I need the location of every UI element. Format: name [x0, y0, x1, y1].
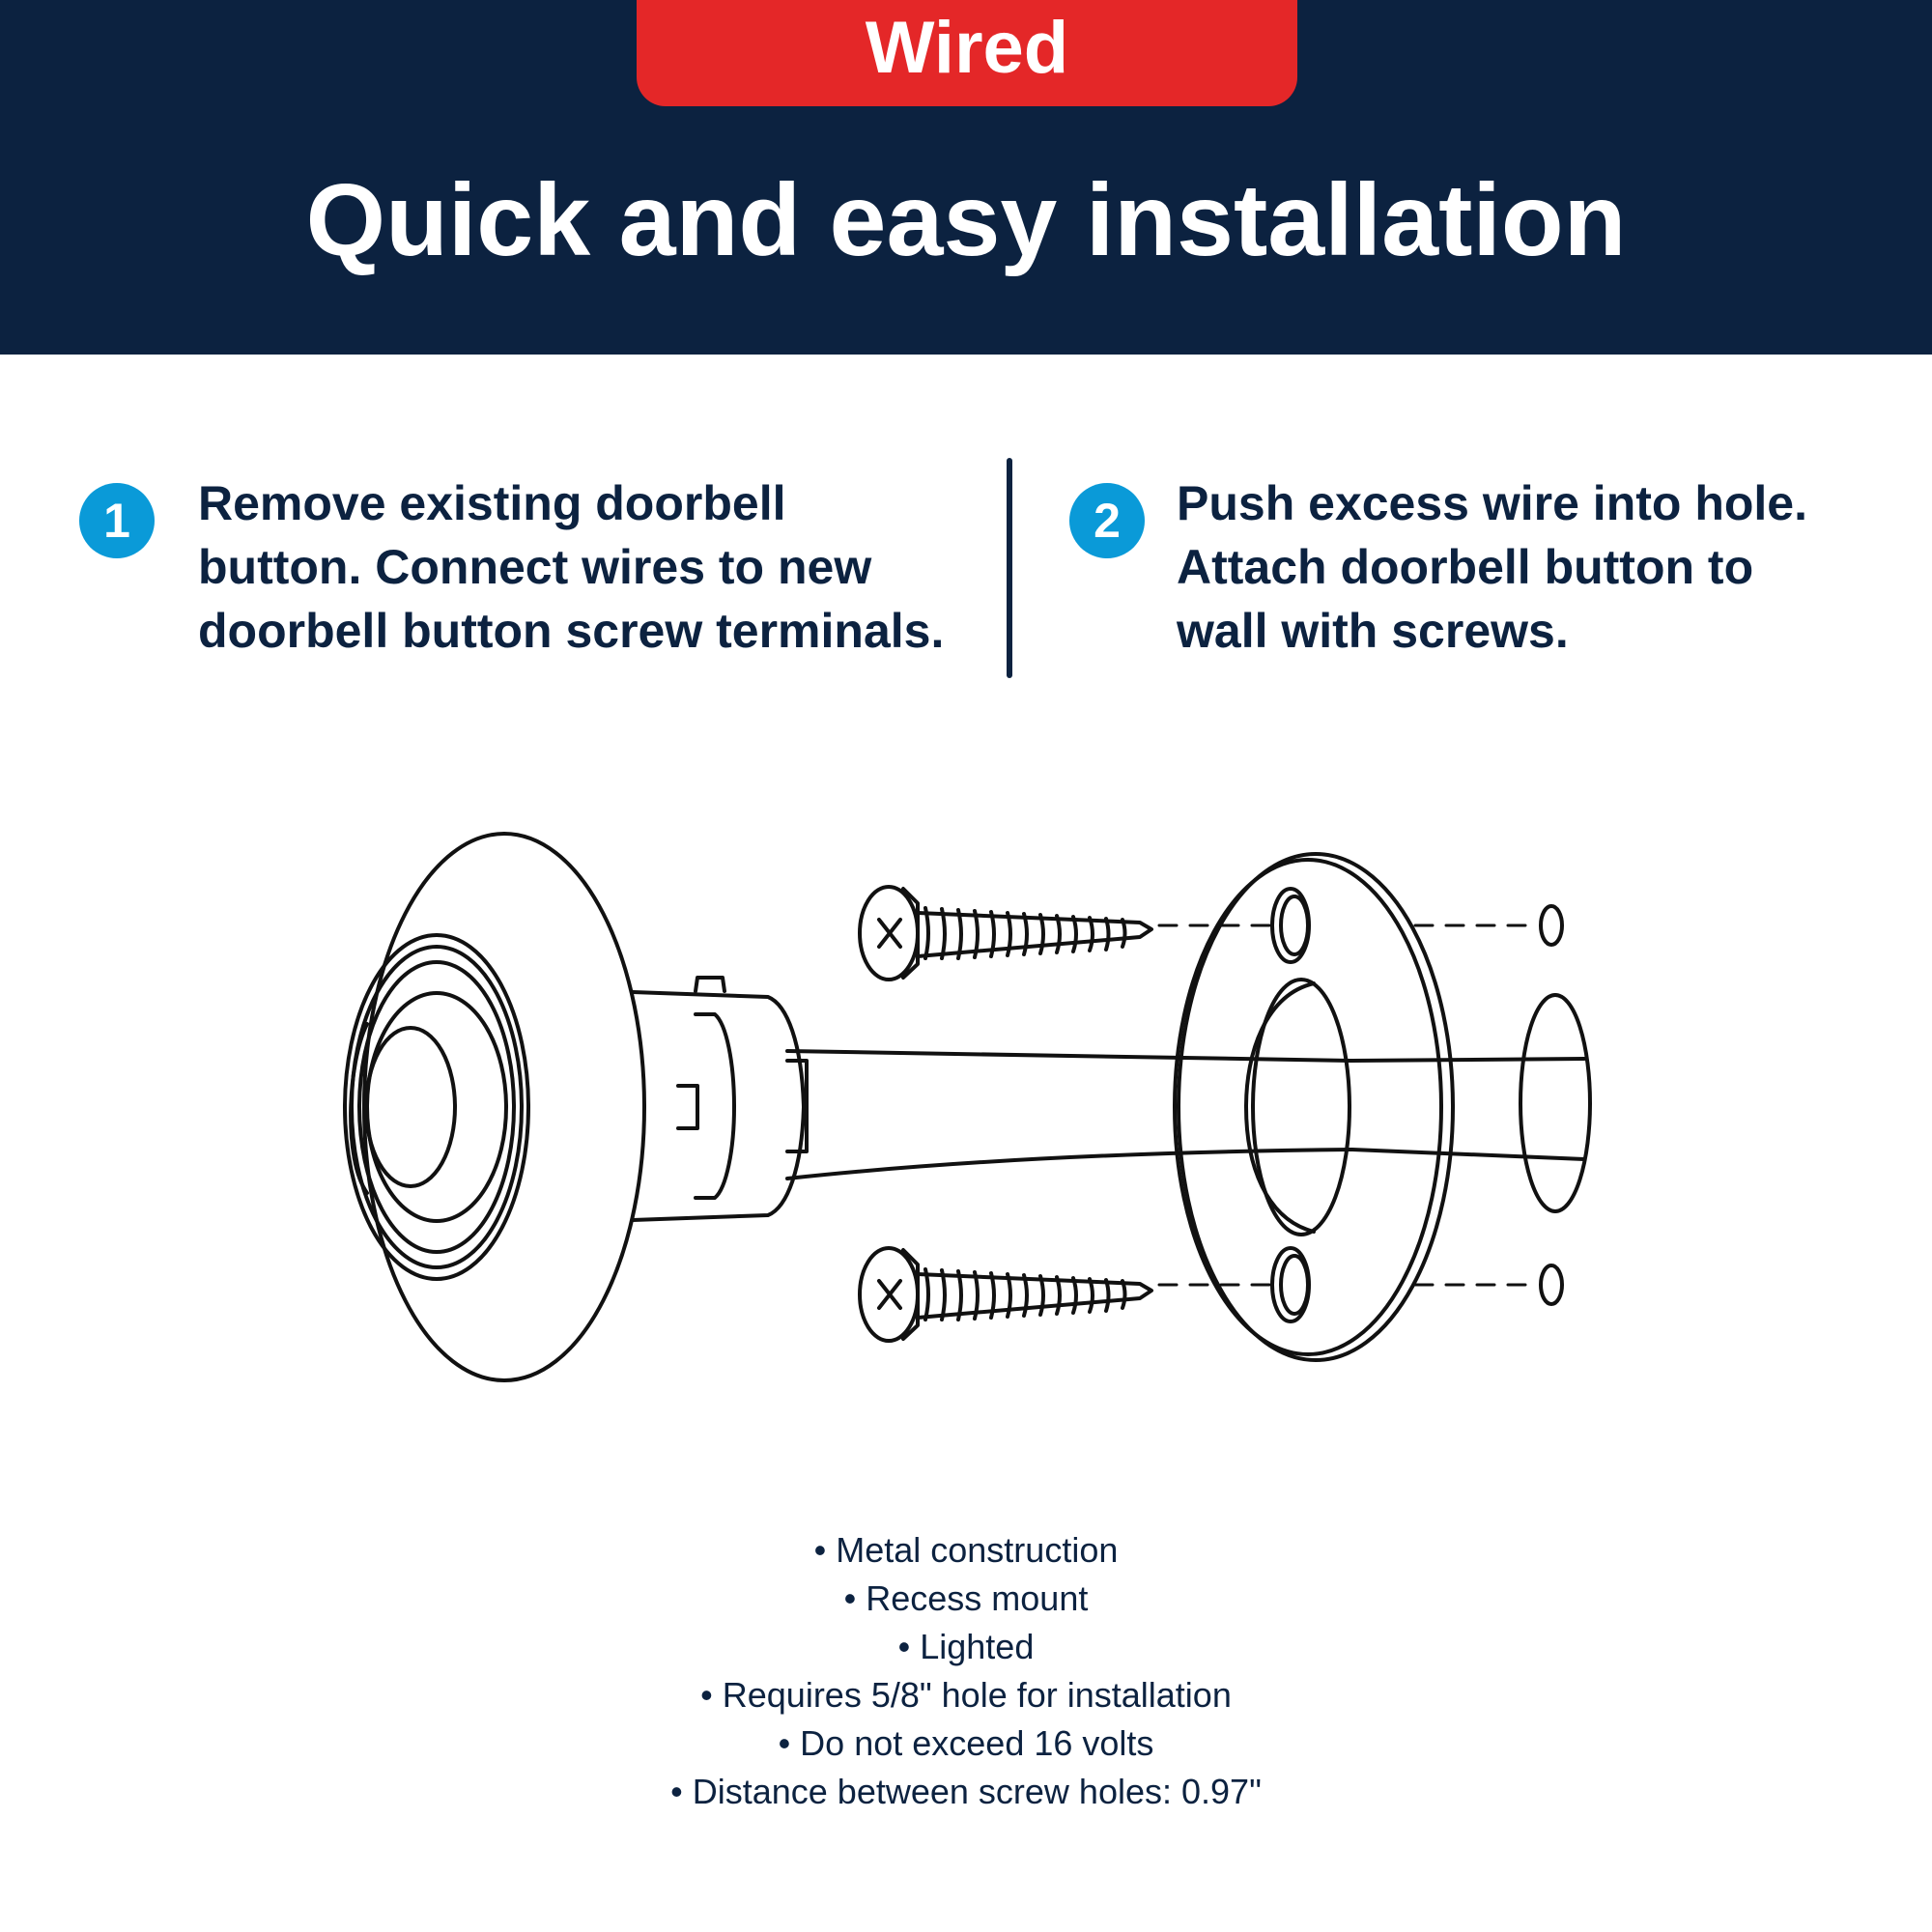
wall-hole-illustration [1520, 906, 1590, 1304]
bottom-screw-illustration [860, 1248, 1151, 1341]
step-2-line-2: Attach doorbell button to [1177, 540, 1754, 594]
step-divider [1007, 458, 1012, 678]
step-2-badge: 2 [1069, 483, 1145, 558]
step-1-badge: 1 [79, 483, 155, 558]
wires-illustration [787, 1051, 1584, 1179]
step-1-line-1: Remove existing doorbell [198, 476, 786, 530]
mounting-plate-illustration [1175, 854, 1453, 1360]
feature-item: • Lighted [897, 1627, 1035, 1666]
header-banner [0, 0, 1932, 355]
wired-tag: Wired [637, 0, 1297, 106]
feature-item: • Metal construction [813, 1530, 1119, 1570]
step-2-text [1177, 471, 1807, 663]
step-1-text [198, 471, 944, 663]
feature-item: • Do not exceed 16 volts [778, 1723, 1154, 1763]
step-2-line-1: Push excess wire into hole. [1177, 476, 1808, 530]
step-2-line-3: wall with screws. [1177, 604, 1569, 658]
feature-item: • Recess mount [843, 1578, 1089, 1618]
top-screw-illustration [860, 887, 1151, 980]
doorbell-button-illustration [345, 834, 807, 1380]
feature-item: • Distance between screw holes: 0.97" [670, 1772, 1262, 1811]
step-1-line-2: button. Connect wires to new [198, 540, 872, 594]
feature-list [0, 1526, 1932, 1816]
doorbell-installation-diagram [0, 753, 1932, 1430]
feature-item: • Requires 5/8" hole for installation [700, 1675, 1232, 1715]
page-title: Quick and easy installation [305, 163, 1627, 277]
step-1-line-3: doorbell button screw terminals. [198, 604, 945, 658]
